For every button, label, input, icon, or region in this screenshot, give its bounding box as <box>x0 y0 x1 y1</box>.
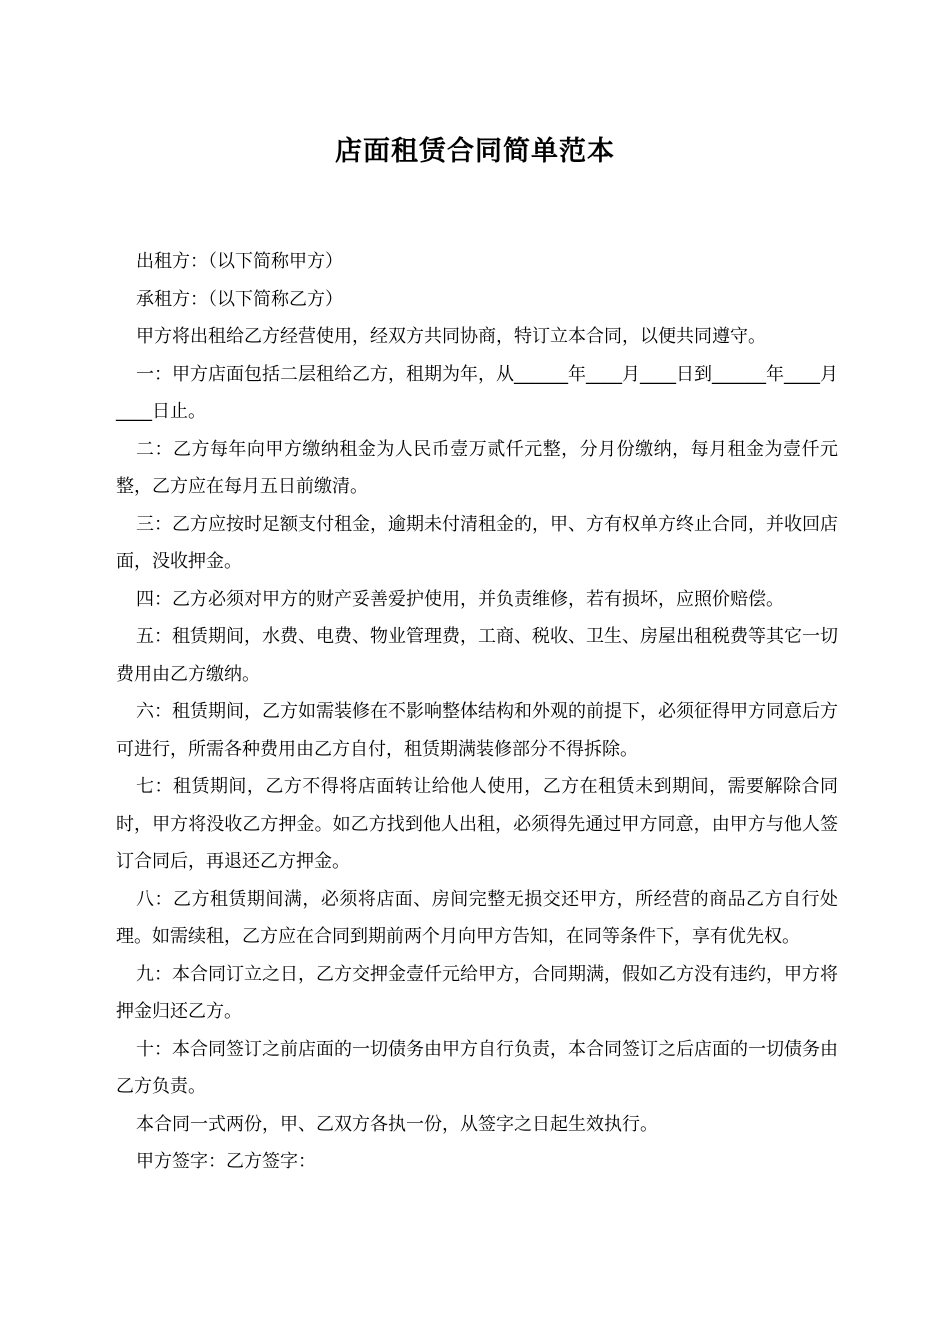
clause-6: 六：租赁期间，乙方如需装修在不影响整体结构和外观的前提下，必须征得甲方同意后方可进行，所需各种费用由乙方自付，租赁期满装修部分不得拆除。 <box>116 701 838 760</box>
party-lessee: 承租方：（以下简称乙方） <box>136 288 343 310</box>
document-title: 店面租赁合同简单范本 <box>335 136 615 167</box>
clause-8: 八：乙方租赁期间满，必须将店面、房间完整无损交还甲方，所经营的商品乙方自行处理。如需续租，乙方应在合同到期前两个月向甲方告知，在同等条件下，享有优先权。 <box>116 888 838 947</box>
clause-2: 二：乙方每年向甲方缴纳租金为人民币壹万贰仟元整，分月份缴纳，每月租金为壹仟元整，乙方应在每月五日前缴清。 <box>116 438 838 497</box>
clause-9: 九：本合同订立之日，乙方交押金壹仟元给甲方，合同期满，假如乙方没有违约，甲方将押金归还乙方。 <box>116 963 838 1022</box>
clause-5: 五：租赁期间，水费、电费、物业管理费，工商、税收、卫生、房屋出租税费等其它一切费用由乙方缴纳。 <box>116 626 838 685</box>
signature-line: 甲方签字：乙方签字： <box>136 1151 316 1172</box>
clause-10: 十：本合同签订之前店面的一切债务由甲方自行负责，本合同签订之后店面的一切债务由乙方负责。 <box>116 1038 838 1097</box>
clause-7: 七：租赁期间，乙方不得将店面转让给他人使用，乙方在租赁未到期间，需要解除合同时，甲方将没收乙方押金。如乙方找到他人出租，必须得先通过甲方同意，由甲方与他人签订合同后，再退还乙方押金。 <box>116 776 838 872</box>
clause-1: 一：甲方店面包括二层租给乙方，租期为年，从______年____月____日到______年____月____日止。 <box>116 363 838 422</box>
clause-4: 四：乙方必须对甲方的财产妥善爱护使用，并负责维修，若有损坏，应照价赔偿。 <box>136 588 784 610</box>
preamble: 甲方将出租给乙方经营使用，经双方共同协商，特订立本合同，以便共同遵守。 <box>136 326 766 347</box>
party-lessor: 出租方：（以下简称甲方） <box>136 251 343 272</box>
clause-3: 三：乙方应按时足额支付租金，逾期未付清租金的，甲、方有权单方终止合同，并收回店面，没收押金。 <box>116 513 838 572</box>
contract-body <box>116 243 838 1181</box>
copies-statement: 本合同一式两份，甲、乙双方各执一份，从签字之日起生效执行。 <box>136 1113 658 1135</box>
